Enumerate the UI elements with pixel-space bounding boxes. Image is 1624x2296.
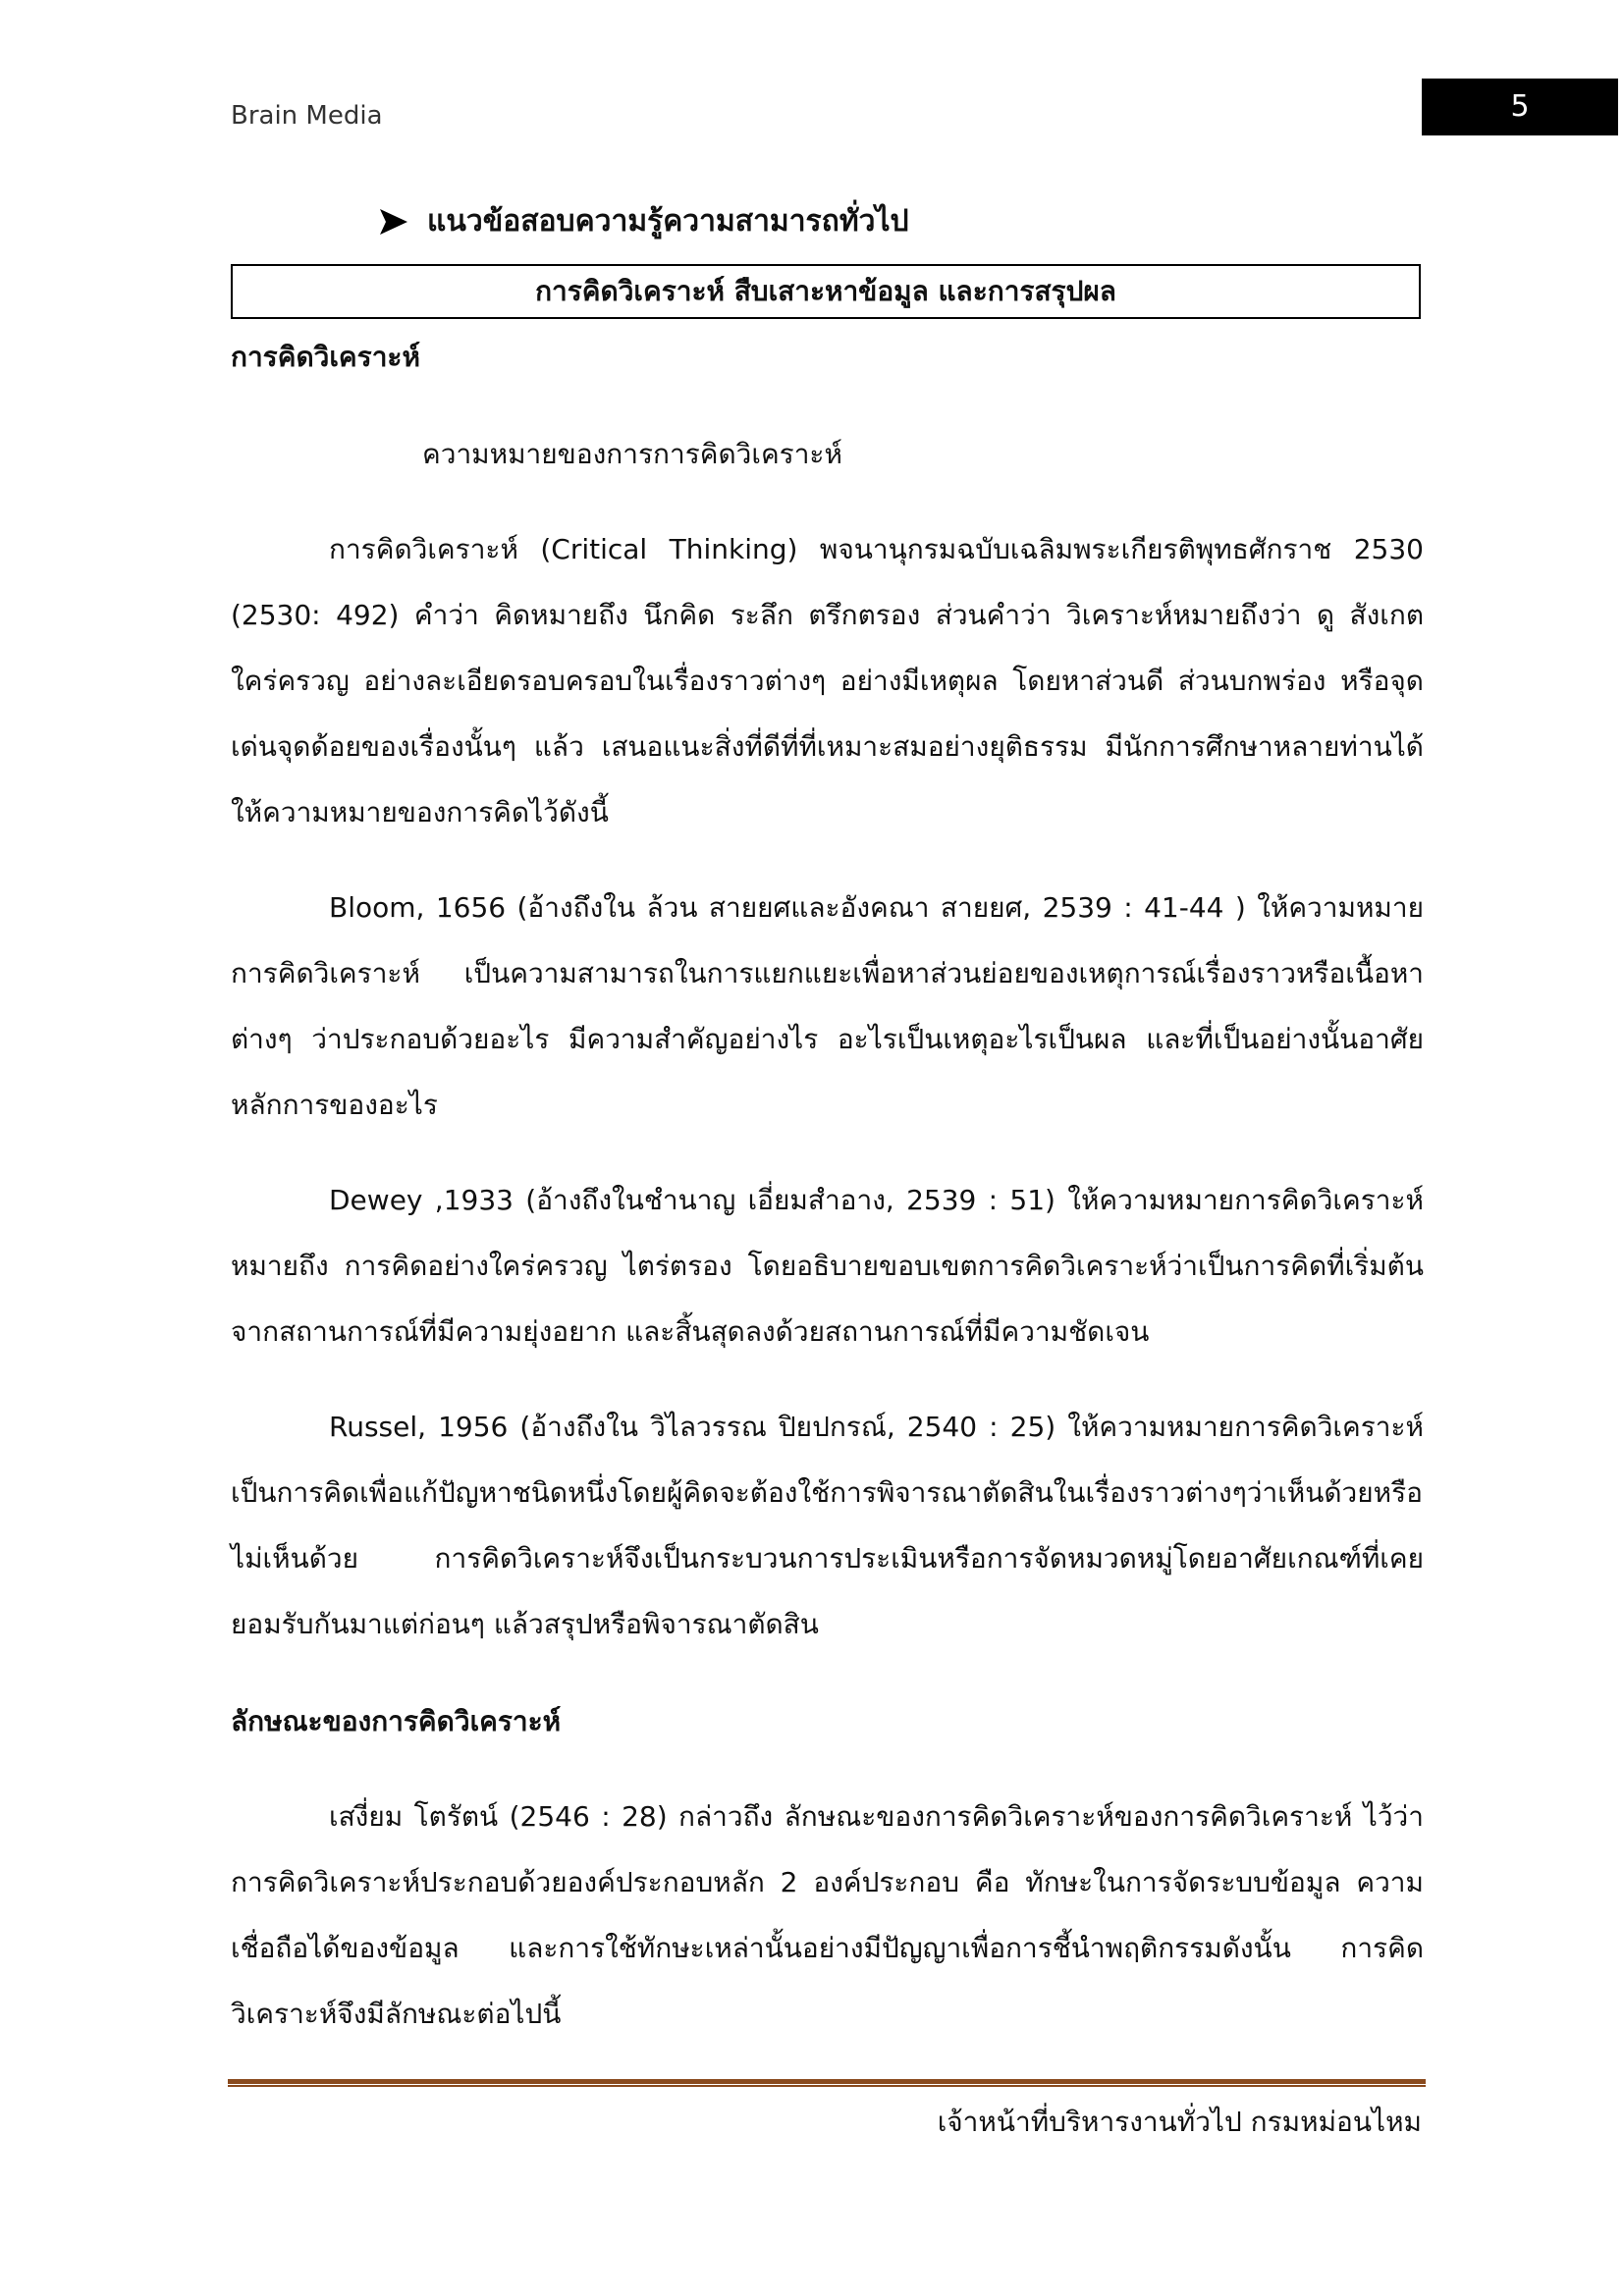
- title-box: การคิดวิเคราะห์ สืบเสาะหาข้อมูล และการสรุปผล: [231, 264, 1421, 319]
- paragraph: Russel, 1956 (อ้างถึงใน วิไลวรรณ ปิยปกรณ์, 2540 : 25) ให้ความหมายการคิดวิเคราะห์เป็นการคิดเพื่อแก้ปัญหาชนิดหนึ่งโดยผู้คิดจะต้องใช้การพิจารณาตัดสินในเรื่องราวต่างๆว่าเห็นด้วยหรือไม่เห็นด้วย การคิดวิเคราะห์จึงเป็นกระบวนการประเมินหรือการจัดหมวดหมู่โดยอาศัยเกณฑ์ที่เคยยอมรับกันมาแต่ก่อนๆ แล้วสรุปหรือพิจารณาตัดสิน: [231, 1411, 1424, 1640]
- paragraph: การคิดวิเคราะห์ (Critical Thinking) พจนานุกรมฉบับเฉลิมพระเกียรติพุทธศักราช 2530 (2530: 492) คำว่า คิดหมายถึง นึกคิด ระลึก ตรึกตรอง ส่วนคำว่า วิเคราะห์หมายถึงว่า ดู สังเกต ใคร่ครวญ อย่างละเอียดรอบครอบในเรื่องราวต่างๆ อย่างมีเหตุผล โดยหาส่วนดี ส่วนบกพร่อง หรือจุดเด่นจุดด้อยของเรื่องนั้นๆ แล้ว เสนอแนะสิ่งที่ดีที่ที่เหมาะสมอย่างยุติธรรม มีนักการศึกษาหลายท่านได้ให้ความหมายของการคิดไว้ดังนี้: [231, 533, 1424, 828]
- arrow-bullet-icon: [378, 206, 409, 238]
- paragraph: Dewey ,1933 (อ้างถึงในชำนาญ เอี่ยมสำอาง, 2539 : 51) ให้ความหมายการคิดวิเคราะห์หมายถึง การคิดอย่างใคร่ครวญ ไตร่ตรอง โดยอธิบายขอบเขตการคิดวิเคราะห์ว่าเป็นการคิดที่เริ่มต้นจากสถานการณ์ที่มีความยุ่งอยาก และสิ้นสุดลงด้วยสถานการณ์ที่มีความชัดเจน: [231, 1184, 1424, 1348]
- section-heading: การคิดวิเคราะห์: [231, 341, 420, 373]
- footer-divider: [228, 2079, 1426, 2087]
- topic-text: แนวข้อสอบความรู้ความสามารถทั่วไป: [427, 204, 909, 239]
- header-brand: Brain Media: [231, 101, 383, 131]
- footer-text: เจ้าหน้าที่บริหารงานทั่วไป กรมหม่อนไหม: [937, 2106, 1422, 2138]
- section-heading: ลักษณะของการคิดวิเคราะห์: [231, 1705, 562, 1737]
- paragraph: Bloom, 1656 (อ้างถึงใน ล้วน สายยศและอังคณา สายยศ, 2539 : 41-44 ) ให้ความหมายการคิดวิเคราะห์ เป็นความสามารถในการแยกแยะเพื่อหาส่วนย่อยของเหตุการณ์เรื่องราวหรือเนื้อหาต่างๆ ว่าประกอบด้วยอะไร มีความสำคัญอย่างไร อะไรเป็นเหตุอะไรเป็นผล และที่เป็นอย่างนั้นอาศัยหลักการของอะไร: [231, 891, 1424, 1121]
- section-subheading: ความหมายของการการคิดวิเคราะห์: [422, 438, 842, 470]
- page-number: 5: [1422, 79, 1618, 135]
- topic-line: [378, 198, 909, 244]
- content: [231, 324, 1424, 2047]
- paragraph: เสงี่ยม โตรัตน์ (2546 : 28) กล่าวถึง ลักษณะของการคิดวิเคราะห์ของการคิดวิเคราะห์ ไว้ว่า การคิดวิเคราะห์ประกอบด้วยองค์ประกอบหลัก 2 องค์ประกอบ คือ ทักษะในการจัดระบบข้อมูล ความเชื่อถือได้ของข้อมูล และการใช้ทักษะเหล่านั้นอย่างมีปัญญาเพื่อการชี้นำพฤติกรรมดังนั้น การคิดวิเคราะห์จึงมีลักษณะต่อไปนี้: [231, 1800, 1424, 2030]
